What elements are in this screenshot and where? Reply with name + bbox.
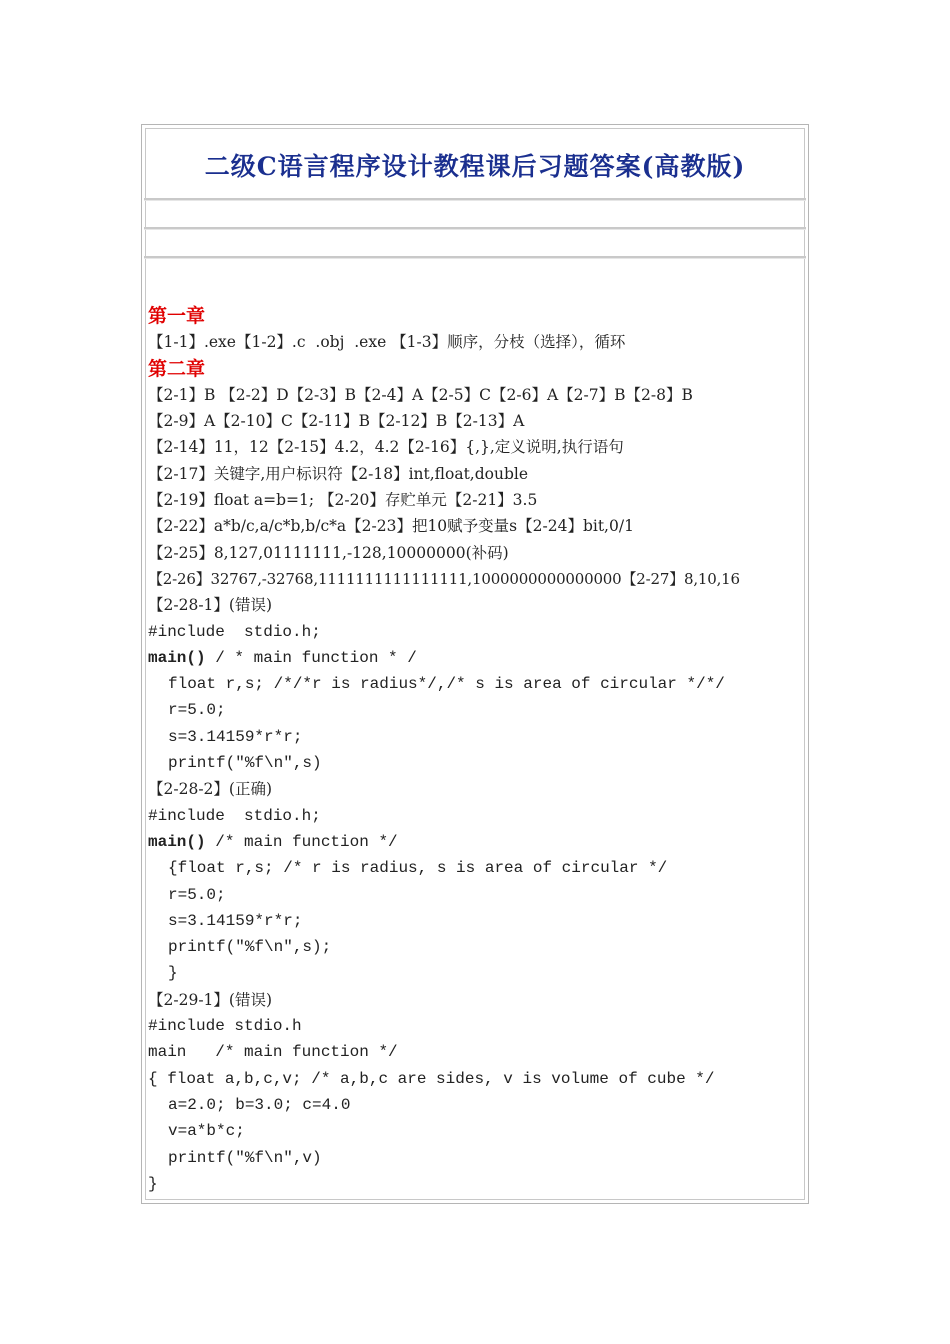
answer-line: 【1-1】.exe【1-2】.c .obj .exe 【1-3】顺序，分枝（选择），循环 (148, 333, 626, 352)
document-title: 二级C语言程序设计教程课后习题答案(高教版) (204, 152, 746, 181)
document-body (148, 303, 808, 1197)
question-heading: 【2-28-2】(正确) (148, 780, 273, 799)
answer-line: 【2-25】8,127,01111111,-128,10000000(补码) (148, 543, 509, 562)
chapter-heading: 第二章 (148, 357, 206, 380)
code-line: r=5.0; (168, 885, 226, 904)
code-line: } (168, 964, 178, 983)
divider (144, 227, 806, 230)
code-line: main /* main function */ (148, 1043, 398, 1062)
answer-line: 【2-17】关键字,用户标识符【2-18】int,float,double (148, 464, 529, 483)
code-line: v=a*b*c; (168, 1122, 245, 1141)
code-line: s=3.14159*r*r; (168, 911, 303, 930)
code-line: s=3.14159*r*r; (168, 727, 303, 746)
code-line: printf("%f\n",v) (168, 1148, 322, 1167)
code-line: r=5.0; (168, 701, 226, 720)
code-line: #include stdio.h; (148, 622, 321, 641)
code-line: #include stdio.h; (148, 806, 321, 825)
code-line: {float r,s; /* r is radius, s is area of circular */ (168, 859, 668, 878)
answer-line: 【2-1】B 【2-2】D【2-3】B【2-4】A【2-5】C【2-6】A【2-7】B【2-8】B (148, 385, 693, 404)
code-line: } (148, 1174, 158, 1193)
code-line: { float a,b,c,v; /* a,b,c are sides, v is volume of cube */ (148, 1069, 715, 1088)
answer-line: 【2-19】float a=b=1; 【2-20】存贮单元【2-21】3.5 (148, 491, 538, 510)
question-heading: 【2-28-1】(错误) (148, 596, 273, 615)
code-line: printf("%f\n",s) (168, 754, 322, 773)
code-line: printf("%f\n",s); (168, 938, 332, 957)
document-frame (141, 124, 809, 1204)
code-line: #include stdio.h (148, 1017, 302, 1036)
answer-line: 【2-22】a*b/c,a/c*b,b/c*a【2-23】把10赋予变量s【2-24】bit,0/1 (148, 517, 634, 536)
main-comment: / * main function * / (205, 648, 417, 667)
question-heading: 【2-29-1】(错误) (148, 990, 273, 1009)
code-line: float r,s; /*/*r is radius*/,/* s is area of circular */*/ (168, 675, 725, 694)
answer-line: 【2-14】11，12【2-15】4.2，4.2【2-16】{,},定义说明,执行语句 (148, 438, 624, 457)
answer-line: 【2-9】A【2-10】C【2-11】B【2-12】B【2-13】A (148, 412, 525, 431)
code-main-line (148, 645, 808, 671)
divider (144, 256, 806, 259)
answer-line: 【2-26】32767,-32768,1111111111111111,1000000000000000【2-27】8,10,16 (148, 569, 740, 588)
main-keyword: main() (148, 648, 206, 667)
code-line: a=2.0; b=3.0; c=4.0 (168, 1095, 351, 1114)
divider (144, 198, 806, 201)
main-keyword: main() (148, 832, 206, 851)
code-main-line (148, 829, 808, 855)
main-comment: /* main function */ (205, 832, 398, 851)
chapter-heading: 第一章 (148, 305, 206, 327)
